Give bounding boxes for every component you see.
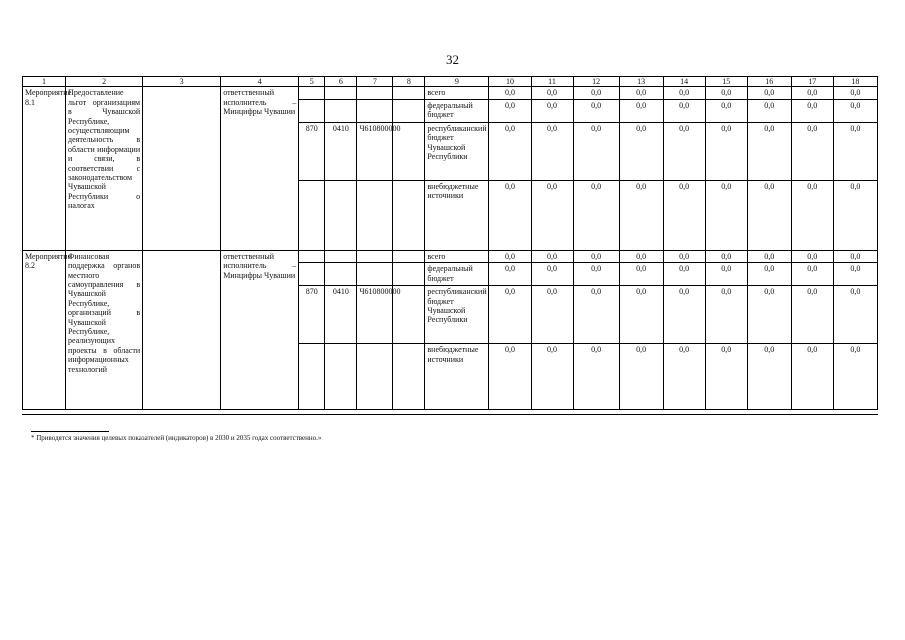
- value-cell: 0,0: [705, 250, 747, 262]
- value-cell: 0,0: [791, 122, 833, 180]
- value-cell: 0,0: [747, 263, 791, 286]
- vr-cell: [393, 180, 425, 250]
- column-number: 9: [425, 77, 489, 87]
- rz-cell: [325, 250, 357, 262]
- value-cell: 0,0: [791, 250, 833, 262]
- value-cell: 0,0: [747, 286, 791, 344]
- footnote-rule: [31, 431, 109, 432]
- value-cell: 0,0: [489, 122, 531, 180]
- value-cell: 0,0: [833, 122, 877, 180]
- empty-cell: [143, 250, 221, 409]
- value-cell: 0,0: [833, 180, 877, 250]
- vr-cell: [393, 87, 425, 99]
- vr-cell: [393, 344, 425, 410]
- column-number: 4: [221, 77, 299, 87]
- value-cell: 0,0: [531, 250, 573, 262]
- source-cell: республиканский бюджет Чувашской Республики: [425, 122, 489, 180]
- value-cell: 0,0: [531, 263, 573, 286]
- column-number: 16: [747, 77, 791, 87]
- column-number: 13: [619, 77, 663, 87]
- column-number: 1: [23, 77, 66, 87]
- value-cell: 0,0: [573, 344, 619, 410]
- csr-cell: [357, 344, 393, 410]
- vr-cell: [393, 99, 425, 122]
- grbs-cell: [299, 99, 325, 122]
- vr-cell: [393, 250, 425, 262]
- column-number: 14: [663, 77, 705, 87]
- value-cell: 0,0: [531, 87, 573, 99]
- table-row: [23, 87, 878, 99]
- value-cell: 0,0: [573, 180, 619, 250]
- value-cell: 0,0: [619, 99, 663, 122]
- csr-cell: [357, 180, 393, 250]
- executor-cell: ответственный исполнитель – Минцифры Чувашии: [221, 87, 299, 250]
- column-number: 7: [357, 77, 393, 87]
- column-number: 6: [325, 77, 357, 87]
- measure-cell: Мероприятие 8.2: [23, 250, 66, 409]
- value-cell: 0,0: [619, 87, 663, 99]
- column-number: 11: [531, 77, 573, 87]
- value-cell: 0,0: [573, 87, 619, 99]
- value-cell: 0,0: [705, 99, 747, 122]
- value-cell: 0,0: [833, 87, 877, 99]
- value-cell: 0,0: [833, 250, 877, 262]
- table-body: [23, 87, 878, 410]
- value-cell: 0,0: [663, 180, 705, 250]
- source-cell: федеральный бюджет: [425, 263, 489, 286]
- value-cell: 0,0: [705, 263, 747, 286]
- grbs-cell: [299, 180, 325, 250]
- rz-cell: 0410: [325, 286, 357, 344]
- table-row: [23, 250, 878, 262]
- column-number: 2: [66, 77, 143, 87]
- description-cell: Финансовая поддержка органов местного самоуправления в Чувашской Республике, организаций в Чувашской Республике, реализующих проекты в области информационных технологий: [66, 250, 143, 409]
- value-cell: 0,0: [705, 87, 747, 99]
- value-cell: 0,0: [747, 180, 791, 250]
- value-cell: 0,0: [747, 250, 791, 262]
- value-cell: 0,0: [573, 263, 619, 286]
- value-cell: 0,0: [489, 286, 531, 344]
- grbs-cell: [299, 250, 325, 262]
- value-cell: 0,0: [663, 87, 705, 99]
- value-cell: 0,0: [833, 344, 877, 410]
- rz-cell: [325, 99, 357, 122]
- page-number: 32: [446, 52, 459, 67]
- csr-cell: [357, 263, 393, 286]
- value-cell: 0,0: [489, 263, 531, 286]
- grbs-cell: 870: [299, 286, 325, 344]
- value-cell: 0,0: [573, 250, 619, 262]
- value-cell: 0,0: [489, 250, 531, 262]
- source-cell: всего: [425, 87, 489, 99]
- column-number: 10: [489, 77, 531, 87]
- csr-cell: [357, 87, 393, 99]
- rz-cell: 0410: [325, 122, 357, 180]
- value-cell: 0,0: [489, 344, 531, 410]
- grbs-cell: [299, 263, 325, 286]
- grbs-cell: [299, 344, 325, 410]
- value-cell: 0,0: [573, 99, 619, 122]
- rz-cell: [325, 87, 357, 99]
- value-cell: 0,0: [573, 122, 619, 180]
- csr-cell: Ч610800000: [357, 122, 393, 180]
- value-cell: 0,0: [531, 122, 573, 180]
- rz-cell: [325, 263, 357, 286]
- column-number: 3: [143, 77, 221, 87]
- csr-cell: [357, 99, 393, 122]
- csr-cell: [357, 250, 393, 262]
- value-cell: 0,0: [619, 344, 663, 410]
- value-cell: 0,0: [747, 87, 791, 99]
- rz-cell: [325, 180, 357, 250]
- source-cell: республиканский бюджет Чувашской Республики: [425, 286, 489, 344]
- column-number: 17: [791, 77, 833, 87]
- value-cell: 0,0: [705, 180, 747, 250]
- value-cell: 0,0: [489, 87, 531, 99]
- value-cell: 0,0: [663, 286, 705, 344]
- measure-cell: Мероприятие 8.1: [23, 87, 66, 250]
- column-number: 8: [393, 77, 425, 87]
- value-cell: 0,0: [705, 344, 747, 410]
- value-cell: 0,0: [531, 286, 573, 344]
- value-cell: 0,0: [663, 250, 705, 262]
- value-cell: 0,0: [531, 180, 573, 250]
- value-cell: 0,0: [619, 263, 663, 286]
- value-cell: 0,0: [619, 250, 663, 262]
- column-number: 12: [573, 77, 619, 87]
- value-cell: 0,0: [833, 286, 877, 344]
- source-cell: федеральный бюджет: [425, 99, 489, 122]
- grbs-cell: 870: [299, 122, 325, 180]
- description-cell: Предоставление льгот организациям в Чувашской Республике, осуществляющим деятельность в области информации и связи, в соответствии с законодательством Чувашской Республики о налогах: [66, 87, 143, 250]
- value-cell: 0,0: [833, 99, 877, 122]
- value-cell: 0,0: [705, 122, 747, 180]
- source-cell: всего: [425, 250, 489, 262]
- value-cell: 0,0: [791, 99, 833, 122]
- value-cell: 0,0: [531, 344, 573, 410]
- value-cell: 0,0: [619, 286, 663, 344]
- value-cell: 0,0: [663, 122, 705, 180]
- value-cell: 0,0: [705, 286, 747, 344]
- value-cell: 0,0: [791, 286, 833, 344]
- value-cell: 0,0: [791, 344, 833, 410]
- column-number: 18: [833, 77, 877, 87]
- column-number: 5: [299, 77, 325, 87]
- value-cell: 0,0: [619, 180, 663, 250]
- value-cell: 0,0: [619, 122, 663, 180]
- value-cell: 0,0: [663, 263, 705, 286]
- value-cell: 0,0: [489, 180, 531, 250]
- value-cell: 0,0: [747, 99, 791, 122]
- column-number: 15: [705, 77, 747, 87]
- value-cell: 0,0: [791, 87, 833, 99]
- value-cell: 0,0: [747, 122, 791, 180]
- executor-cell: ответственный исполнитель – Минцифры Чувашии: [221, 250, 299, 409]
- financing-table: [22, 76, 878, 410]
- value-cell: 0,0: [573, 286, 619, 344]
- value-cell: 0,0: [531, 99, 573, 122]
- column-number-row: [23, 77, 878, 87]
- value-cell: 0,0: [791, 180, 833, 250]
- vr-cell: [393, 263, 425, 286]
- csr-cell: Ч610800000: [357, 286, 393, 344]
- value-cell: 0,0: [489, 99, 531, 122]
- value-cell: 0,0: [663, 344, 705, 410]
- value-cell: 0,0: [747, 344, 791, 410]
- source-cell: внебюджетные источники: [425, 180, 489, 250]
- value-cell: 0,0: [663, 99, 705, 122]
- rz-cell: [325, 344, 357, 410]
- grbs-cell: [299, 87, 325, 99]
- table-bottom-rule: [22, 414, 878, 415]
- footnote: * Приводятся значения целевых показателей (индикаторов) в 2030 и 2035 годах соответственно.»: [31, 434, 322, 442]
- value-cell: 0,0: [791, 263, 833, 286]
- empty-cell: [143, 87, 221, 250]
- source-cell: внебюджетные источники: [425, 344, 489, 410]
- value-cell: 0,0: [833, 263, 877, 286]
